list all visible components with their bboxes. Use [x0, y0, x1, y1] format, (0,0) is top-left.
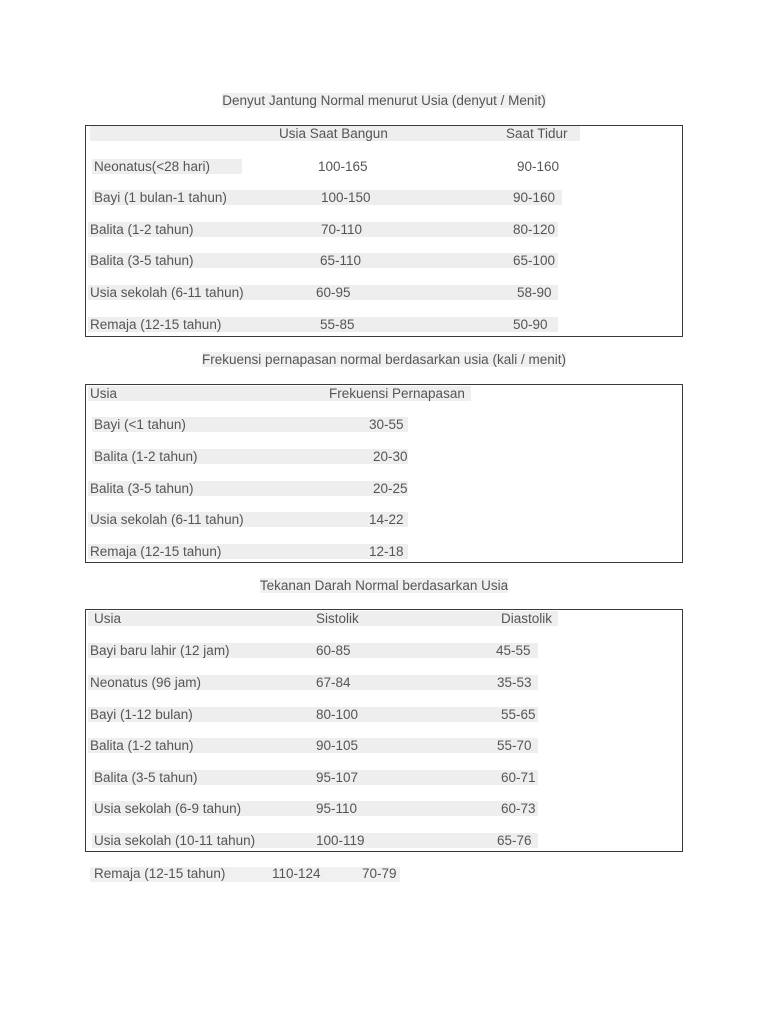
sleep-rate-cell: 58-90	[517, 285, 552, 300]
age-cell: Neonatus (96 jam)	[90, 675, 202, 690]
table-row	[86, 707, 682, 723]
age-cell: Balita (3-5 tahun)	[90, 253, 194, 268]
age-cell: Bayi baru lahir (12 jam)	[90, 643, 230, 658]
table-row	[86, 222, 682, 238]
diastolic-cell: 55-65	[501, 707, 536, 722]
heart-rate-title: Denyut Jantung Normal menurut Usia (denyut / Menit)	[222, 93, 546, 108]
systolic-cell: 95-110	[316, 801, 358, 816]
diastolic-cell: 60-73	[501, 801, 536, 816]
age-cell: Usia sekolah (6-11 tahun)	[90, 285, 244, 300]
systolic-cell: 90-105	[316, 738, 359, 753]
column-header: Frekuensi Pernapasan	[329, 386, 465, 401]
age-cell: Usia sekolah (10-11 tahun)	[94, 833, 256, 848]
extra-row-systolic: 110-124	[272, 866, 321, 881]
table-row	[86, 253, 682, 269]
sleep-rate-cell: 50-90	[513, 317, 548, 332]
table-row	[86, 770, 682, 786]
respiration-title: Frekuensi pernapasan normal berdasarkan usia (kali / menit)	[202, 352, 566, 367]
awake-rate-cell: 70-110	[321, 222, 363, 237]
heart-rate-table	[85, 125, 683, 337]
column-header: Diastolik	[501, 611, 553, 626]
table-row	[86, 481, 682, 497]
blood-pressure-table	[85, 609, 683, 852]
systolic-cell: 60-85	[316, 643, 351, 658]
age-cell: Balita (3-5 tahun)	[94, 770, 198, 785]
systolic-cell: 80-100	[316, 707, 359, 722]
diastolic-cell: 65-76	[497, 833, 532, 848]
awake-rate-cell: 65-110	[320, 253, 362, 268]
table-row	[86, 285, 682, 301]
awake-rate-cell: 55-85	[320, 317, 355, 332]
age-cell: Balita (1-2 tahun)	[94, 449, 198, 464]
diastolic-cell: 60-71	[501, 770, 536, 785]
table-row	[86, 417, 682, 433]
age-cell: Usia sekolah (6-11 tahun)	[90, 512, 244, 527]
table-row	[86, 317, 682, 333]
respiration-table	[85, 384, 683, 563]
diastolic-cell: 55-70	[497, 738, 532, 753]
sleep-rate-cell: 80-120	[513, 222, 556, 237]
column-header: Saat Tidur	[506, 126, 568, 141]
table-header-row	[86, 386, 682, 402]
table-row	[86, 833, 682, 849]
age-cell: Remaja (12-15 tahun)	[90, 544, 222, 559]
awake-rate-cell: 100-150	[321, 190, 371, 205]
table-header-row	[86, 126, 682, 142]
table-row	[86, 801, 682, 817]
rate-cell: 20-30	[373, 449, 408, 464]
column-header: Usia Saat Bangun	[279, 126, 388, 141]
age-cell: Remaja (12-15 tahun)	[90, 317, 222, 332]
sleep-rate-cell: 90-160	[513, 190, 556, 205]
awake-rate-cell: 60-95	[316, 285, 351, 300]
systolic-cell: 100-119	[316, 833, 365, 848]
table-row	[86, 159, 682, 175]
table-row	[86, 738, 682, 754]
age-cell: Usia sekolah (6-9 tahun)	[94, 801, 242, 816]
blood-pressure-title: Tekanan Darah Normal berdasarkan Usia	[259, 578, 509, 593]
table-row	[86, 675, 682, 691]
rate-cell: 30-55	[369, 417, 404, 432]
rate-cell: 12-18	[369, 544, 404, 559]
rate-cell: 14-22	[369, 512, 404, 527]
awake-rate-cell: 100-165	[318, 159, 368, 174]
age-cell: Balita (1-2 tahun)	[90, 222, 194, 237]
table-row	[86, 190, 682, 206]
table-row	[86, 544, 682, 560]
age-cell: Balita (3-5 tahun)	[90, 481, 194, 496]
age-cell: Neonatus(<28 hari)	[94, 159, 210, 174]
diastolic-cell: 45-55	[496, 643, 531, 658]
column-header: Sistolik	[316, 611, 359, 626]
systolic-cell: 67-84	[316, 675, 351, 690]
sleep-rate-cell: 90-160	[517, 159, 560, 174]
age-cell: Bayi (1-12 bulan)	[90, 707, 193, 722]
age-cell: Balita (1-2 tahun)	[90, 738, 194, 753]
extra-row-age: Remaja (12-15 tahun)	[94, 866, 226, 881]
table-row	[86, 449, 682, 465]
rate-cell: 20-25	[373, 481, 408, 496]
table-row	[86, 643, 682, 659]
column-header: Usia	[94, 611, 122, 626]
sleep-rate-cell: 65-100	[513, 253, 556, 268]
age-cell: Bayi (<1 tahun)	[94, 417, 186, 432]
systolic-cell: 95-107	[316, 770, 359, 785]
age-cell: Bayi (1 bulan-1 tahun)	[94, 190, 227, 205]
diastolic-cell: 35-53	[497, 675, 532, 690]
column-header: Usia	[90, 386, 118, 401]
extra-row-diastolic: 70-79	[362, 866, 397, 881]
table-header-row	[86, 611, 682, 627]
table-row	[86, 512, 682, 528]
